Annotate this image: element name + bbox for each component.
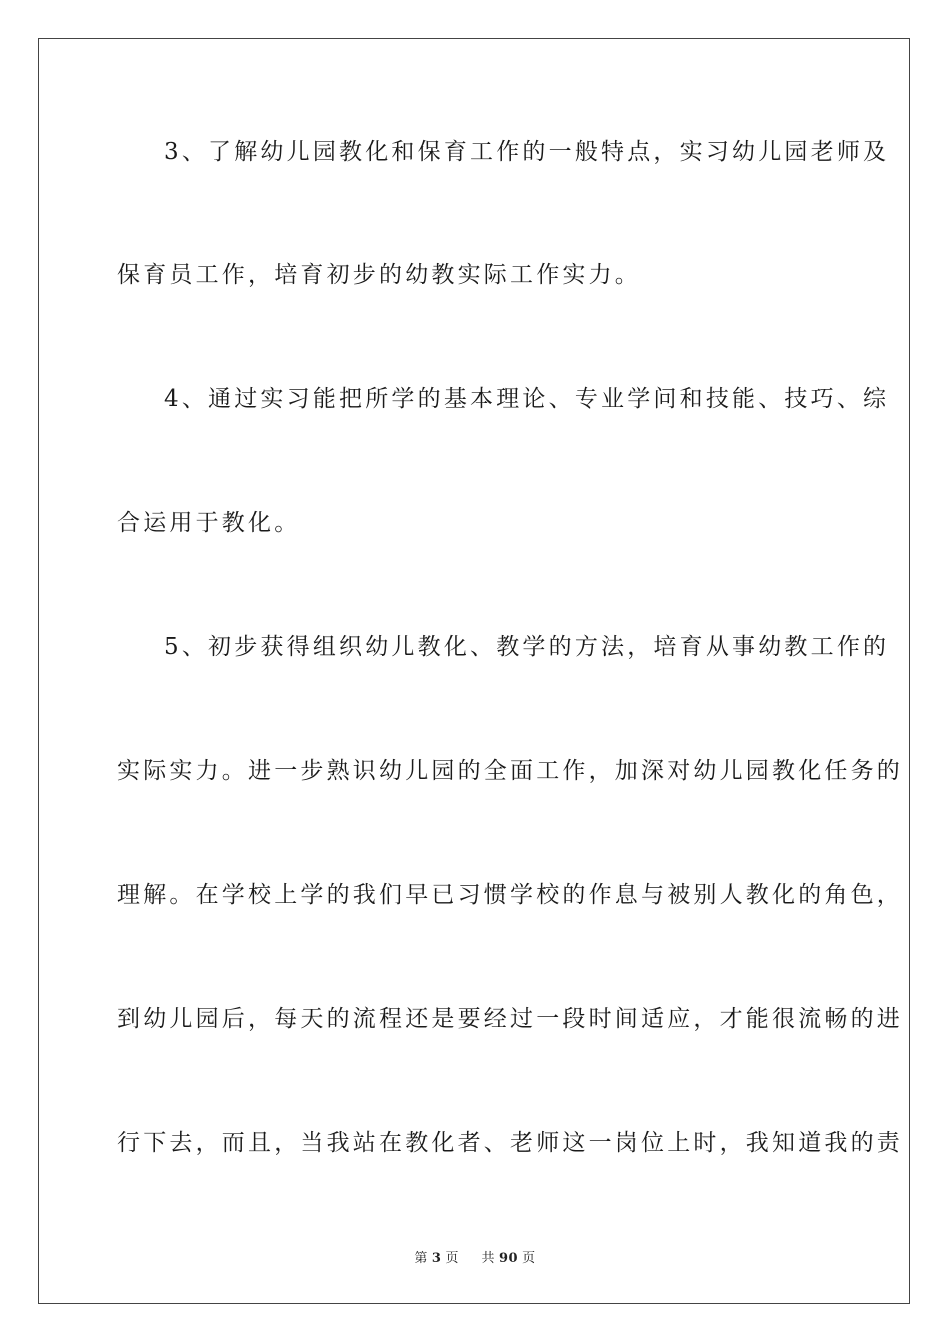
footer-total-prefix: 共 [481, 1251, 495, 1266]
paragraph-5-line-1: 5、初步获得组织幼儿教化、教学的方法，培育从事幼教工作的 [164, 634, 890, 660]
footer-page-prefix: 第 [414, 1251, 428, 1266]
footer-total-pages: 90 [499, 1251, 519, 1266]
page-footer [0, 1247, 950, 1266]
footer-total-suffix: 页 [522, 1251, 536, 1266]
paragraph-5-line-4: 到幼儿园后，每天的流程还是要经过一段时间适应，才能很流畅的进 [117, 1006, 903, 1032]
paragraph-5-line-3: 理解。在学校上学的我们早已习惯学校的作息与被别人教化的角色， [117, 882, 903, 908]
paragraph-4-line-2: 合运用于教化。 [117, 510, 301, 536]
paragraph-5-line-5: 行下去，而且，当我站在教化者、老师这一岗位上时，我知道我的责 [117, 1130, 903, 1156]
footer-page-suffix: 页 [445, 1251, 459, 1266]
paragraph-3-line-1: 3、了解幼儿园教化和保育工作的一般特点，实习幼儿园老师及 [164, 139, 890, 165]
paragraph-5-line-2: 实际实力。进一步熟识幼儿园的全面工作，加深对幼儿园教化任务的 [117, 758, 903, 784]
footer-page-number: 3 [431, 1251, 442, 1266]
paragraph-3-line-2: 保育员工作，培育初步的幼教实际工作实力。 [117, 262, 641, 288]
paragraph-4-line-1: 4、通过实习能把所学的基本理论、专业学问和技能、技巧、综 [164, 386, 890, 412]
page-border [38, 38, 910, 1304]
